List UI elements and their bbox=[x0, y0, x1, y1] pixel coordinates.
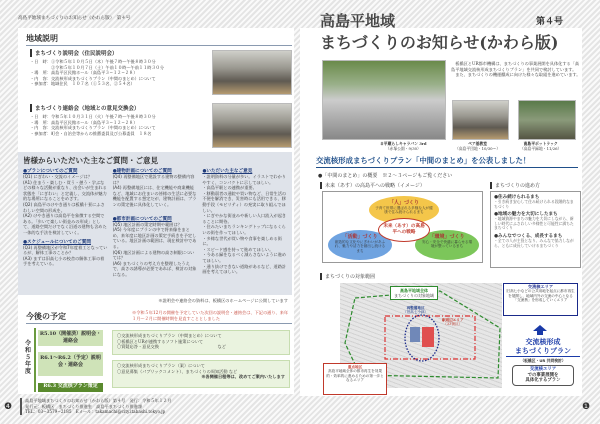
section-title: 今後の予定 bbox=[26, 311, 292, 324]
label-heading: 駅周辺エリア bbox=[442, 318, 464, 322]
meeting1 bbox=[30, 49, 210, 87]
qa-title: 皆様からいただいた主なご質問・ご意見 bbox=[23, 156, 158, 165]
section-title: 地域説明 bbox=[26, 33, 292, 46]
label-desc: まちづくりの対象地域 bbox=[394, 293, 434, 298]
label-desc: （旧高七小跡） bbox=[403, 310, 429, 315]
qa-line: ・説明資料の分量が多い。イラストでわかりやすく、コンパクトに示してほしい。 bbox=[202, 174, 286, 185]
core-area-label bbox=[503, 283, 578, 316]
approach-desc: ・地域資源やまちの魅力を大切にしながら、新しい時代にふさわしい多様性と可能性に満ちたまちづくり bbox=[494, 216, 574, 231]
qa-line: ・高島平駅との連携が重要。 bbox=[202, 185, 257, 191]
people-heading: 「人」づくり bbox=[388, 200, 419, 206]
qa-line: ・スピード感を持って進めてほしい。 bbox=[202, 246, 274, 252]
approach-desc: ・全ての人が主役となり、みんなで協力しながら、ともに成長していけるまちづくり bbox=[494, 237, 574, 248]
qa-line: (A3) まずは旧高七小の校舎の解体工事の着手を考えている。 bbox=[23, 255, 105, 267]
plan-desc-line: での事業展開を bbox=[527, 372, 559, 378]
qa-line: ・今ある緑をなるべく減らさないように進めてほしい。 bbox=[202, 252, 287, 263]
qa-column bbox=[23, 168, 108, 278]
meeting2-title: まちづくり連絡会（地域との意見交換会） bbox=[30, 104, 210, 112]
qa-heading: ●都市計画についてのご質問 bbox=[112, 216, 172, 222]
qa-line: ・多様な世代が買い物や食事を楽しめる街に。 bbox=[202, 235, 282, 247]
qa-line: (Q5) 地区計画の策定時期や範囲は？ bbox=[112, 221, 182, 227]
arrow-up-icon-stem bbox=[537, 331, 543, 335]
focus-area-label bbox=[323, 363, 387, 395]
qa-line: ・にぎやかな街並みや新しい人口流入が起きることに期待。 bbox=[202, 213, 287, 224]
label-heading: 交流核エリア bbox=[527, 284, 554, 289]
label-desc: 旧高七小などの公共用地を起点に都市再生を展開し、地域内外の交流の中心となる「交流核」を形成していくエリア bbox=[506, 289, 575, 303]
meeting1-title: まちづくり説明会（住民説明会） bbox=[30, 49, 210, 57]
plan-subtitle: （板橋区・UR 共同検討） bbox=[520, 358, 566, 363]
qa-note: ※説明会や連絡会の資料は、板橋区のホームページに公開しています bbox=[158, 298, 288, 303]
schedule-step: R5.10（開催済）説明会・連絡会 bbox=[38, 330, 103, 346]
summary-label: ●「中間のまとめ」の概要 ※２〜３ページもご覧ください bbox=[318, 173, 453, 179]
schedule-step: R6.1〜R6.2（予定）説明会・連絡会 bbox=[38, 352, 103, 376]
qa-line: (A5) 今年度にプランの中で将来像をまとめ、来年度に地区計画の策定手続きを予定している。地区計画の範囲は、現在検討中である。 bbox=[112, 227, 197, 249]
qa-heading: ●プランについてのご質問 bbox=[23, 169, 78, 174]
approach-heading: ●住み続けられるまち bbox=[494, 195, 540, 200]
line: ・内 容：交流核形成まちづくりプラン（中間のまとめ）について bbox=[30, 75, 156, 81]
label-heading: 高島平地域全体 bbox=[399, 288, 428, 293]
plan-description bbox=[512, 365, 574, 386]
issue-number: 第４号 bbox=[536, 17, 564, 27]
qa-line: ・移動弱者の通院や買い物など、日常生活の不便を解消でき、災害時にも活用できる、移動手段（モビリティ）の充実に取り組んでほしい。 bbox=[202, 190, 287, 213]
footer-line: TEL：03−3579−2185 Eメール：takamachi@city.itabashi.tokyo.jp bbox=[25, 409, 166, 415]
environment-heading: 「環境」づくり bbox=[429, 234, 465, 240]
plan-desc-line: 交流核エリア bbox=[529, 367, 557, 372]
meeting2 bbox=[30, 104, 210, 136]
meeting-photo bbox=[212, 50, 292, 95]
title-line1: 高島平地域 bbox=[320, 12, 396, 30]
schedule-item: 〇交流核形成まちづくりプラン（案）について bbox=[117, 363, 205, 368]
caption bbox=[455, 142, 500, 151]
redev-label bbox=[403, 306, 428, 315]
environment-desc: 安心・安全で快適に暮らせる環境が整っているまち bbox=[421, 240, 473, 249]
plan-desc-line: 具体化するプラン bbox=[525, 378, 561, 383]
intro-paragraph: また、まちづくりの機運醸成に向けた様々な取組を進めています。 bbox=[451, 72, 581, 78]
map-title: まちづくりの対象範囲 bbox=[320, 273, 375, 280]
plan-title bbox=[506, 338, 580, 357]
plan-title-line: まちづくりプラン bbox=[506, 347, 580, 357]
station-label bbox=[442, 318, 464, 327]
schedule-items bbox=[112, 330, 290, 355]
label-desc: 高島平地域全体の都市再生を効果的・効率的に進めるための第一歩となるエリア bbox=[326, 369, 384, 383]
caption-title: ペア基教室 bbox=[468, 141, 488, 146]
line: ・場 所：高島平区民館ホール（高島平３−１２−２８） bbox=[30, 70, 138, 76]
schedule-item: 〇交流核形成まちづくりプラン（中間まとめ）について bbox=[117, 333, 222, 338]
qa-line: (Q3) 再整備地区が令和7年度着工となっているが、解体工事のことか？ bbox=[23, 244, 108, 256]
strategy-title: 未来（あす）の高島平への戦略（イメージ） bbox=[320, 182, 425, 189]
qa-box bbox=[18, 152, 292, 295]
timeline-line bbox=[34, 328, 36, 392]
title-line2: まちづくりのお知らせ(かわら版) bbox=[320, 33, 559, 52]
approach-box bbox=[490, 191, 581, 268]
people-desc: 子育て世帯に選ばれる多様な人が健康で住み続けられるまち bbox=[375, 206, 433, 215]
qa-line: ・通り抜けできない道路があるなど、道路計画を考えてほしい。 bbox=[202, 263, 287, 275]
whole-area-label bbox=[390, 286, 438, 300]
intro-text bbox=[451, 61, 581, 78]
qa-column bbox=[202, 168, 287, 278]
activity-desc: 創造的な文化やにぎわいがあふれ、魅力や活力を創出し続けるまち bbox=[334, 240, 386, 253]
schedule-step: R6.3 交流核プラン策定 bbox=[38, 383, 103, 392]
meeting-photo bbox=[212, 103, 292, 148]
label-desc: （33街区） bbox=[443, 322, 463, 327]
intro-paragraph: 板橋区とUR都市機構は、まちづくりの事業展開を具体化する「高島平地域交流核形成まちづくりプラン」を共同で検討しています。 bbox=[451, 61, 580, 72]
footer-line: 高島平地域まちづくりのお知らせ（かわら版）第４号 発行：令和５年１２月 bbox=[25, 398, 172, 403]
line: ・参加者：町会・自治会等からの推薦委員及び公募委員 １８名 bbox=[30, 130, 152, 136]
activity-heading: 「活動」づくり bbox=[342, 234, 378, 240]
schedule-item: 〇意見募集（パブリックコメント）、まちづくりの周知活動 など bbox=[117, 368, 238, 374]
approach-desc: ・引き続き安心して住み続けられる段階的なまちづくり bbox=[494, 199, 574, 209]
event-photo bbox=[518, 100, 576, 140]
line: ・参加者：地域住民 １０７名（①５３名、②５４名） bbox=[30, 81, 135, 87]
approach-heading: ●みんなでつくる、成長するまち bbox=[494, 233, 563, 239]
schedule-items bbox=[112, 360, 290, 388]
qa-line: (Q6) 地区計画による建物の高さ制限については？ bbox=[112, 249, 195, 261]
schedule-note: ※各開催日程等は、改めてご案内いたします bbox=[201, 374, 285, 380]
caption-sub: （高島平団地・10/30〜） bbox=[455, 145, 501, 151]
line: ・場 所：高島平区民館ホール（高島平３−１２−２８） bbox=[30, 119, 138, 125]
qa-line: (A1) 住まう・楽しむ・買う・憩う・学ぶなどの様々な活動が重なり、出会いが生まれる状態を「にぎわい」と定義し、交流体が魅力的な場所になることをめざす。 bbox=[23, 179, 107, 202]
caption bbox=[380, 142, 427, 151]
qa-line: ・住みたいまちランキングトップになるくらいの街を作ってほしい。 bbox=[202, 224, 286, 235]
event-photo bbox=[322, 60, 446, 140]
caption-sub: （高島平緑地・11/26） bbox=[520, 145, 562, 151]
qa-line: (A2) けやき通りは高島平を象徴する空間である。「歩いて楽しい街並みの形成」として、道路空間だけでなく沿道の建物も含めた一体的な手法を検討していく。 bbox=[23, 213, 107, 235]
qa-line: (Q4) 再整備地区で建設する建物の整備内容は？ bbox=[112, 174, 195, 185]
schedule-item: 〇板橋区とURが連携するソフト施策について bbox=[117, 338, 204, 344]
qa-line: (Q2) 高島平のけやき通りは板橋十景にふさわしい空間の形成を。 bbox=[23, 201, 105, 213]
footer-line: 発行元：板橋区 まちづくり推進室 高島平まちづくり推進課 bbox=[25, 403, 143, 409]
qa-heading: ●建物計画についてのご質問 bbox=[112, 169, 172, 174]
headline: 交流核形成まちづくりプラン「中間のまとめ」を公表しました！ bbox=[316, 155, 578, 168]
caption-title: ＃平蔵らしキャラバン 3rd bbox=[380, 141, 427, 146]
approach-heading: ●地域の魅力を大切にしたまち bbox=[494, 212, 558, 218]
left-header: 高島平地域まちづくりのお知らせ（かわら版） 第４号 bbox=[18, 16, 131, 21]
year-label: 令和５年度 bbox=[25, 340, 32, 375]
page-number: ❹ bbox=[4, 402, 13, 412]
qa-column bbox=[113, 168, 198, 278]
qa-line: (A6) まちづくりの考え方を整理したうえで、高さの誘導が必要であれば、検討の対象になる。 bbox=[112, 260, 197, 277]
qa-heading: ●いただいた主なご意見 bbox=[202, 169, 253, 174]
caption bbox=[520, 142, 561, 151]
label-heading: 再整備地区 bbox=[406, 306, 425, 310]
caption-title: 高島平ポットラック bbox=[523, 141, 558, 146]
strategy-diagram bbox=[322, 191, 483, 263]
plan-title-line: 交流核形成 bbox=[525, 338, 561, 346]
qa-line: (A4) 再整備地区には、住宅機能や商業機能など、地域にお住まいの皆様の生活に必要な機能を配置する想定だが、建物計画は、プランの策定後に具体化していく。 bbox=[112, 185, 197, 207]
label-heading: 重点地区 bbox=[347, 365, 363, 369]
caption-sub: （赤塚公園・9/30） bbox=[385, 145, 421, 151]
qa-heading: ●スケジュールについてのご質問 bbox=[23, 239, 91, 245]
qa-line: (Q1) にぎわい・交流のイメージは？ bbox=[23, 174, 93, 179]
approach-title: まちづくりの進め方 bbox=[490, 182, 540, 189]
line: ②令和５年１０月７日（土）午前１０時〜午前１１時３０分 bbox=[30, 64, 165, 70]
line: ・日 時：令和５年１０月３１日（火）午後７時〜午後８時３０分 bbox=[30, 114, 156, 119]
strategy-center: 未来（あす）の高島平への戦略 bbox=[378, 218, 430, 242]
line: ・内 容：交流核形成まちづくりプラン（中間のまとめ）について bbox=[30, 125, 156, 131]
page-number: ❶ bbox=[582, 402, 591, 412]
schedule-item: 〇質疑応答・意見交換 など bbox=[117, 344, 226, 350]
line: ・日 時：①令和５年１０月５日（木）午後７時〜午後８時３０分 bbox=[30, 59, 156, 64]
schedule-notice: ※令和５年12月の開催を予定していた次回の説明会・連絡会は、下記の通り、来年１月〜２月に開催時期を見直すこととしました bbox=[132, 310, 289, 321]
footer bbox=[20, 398, 171, 415]
event-photo bbox=[452, 100, 509, 140]
